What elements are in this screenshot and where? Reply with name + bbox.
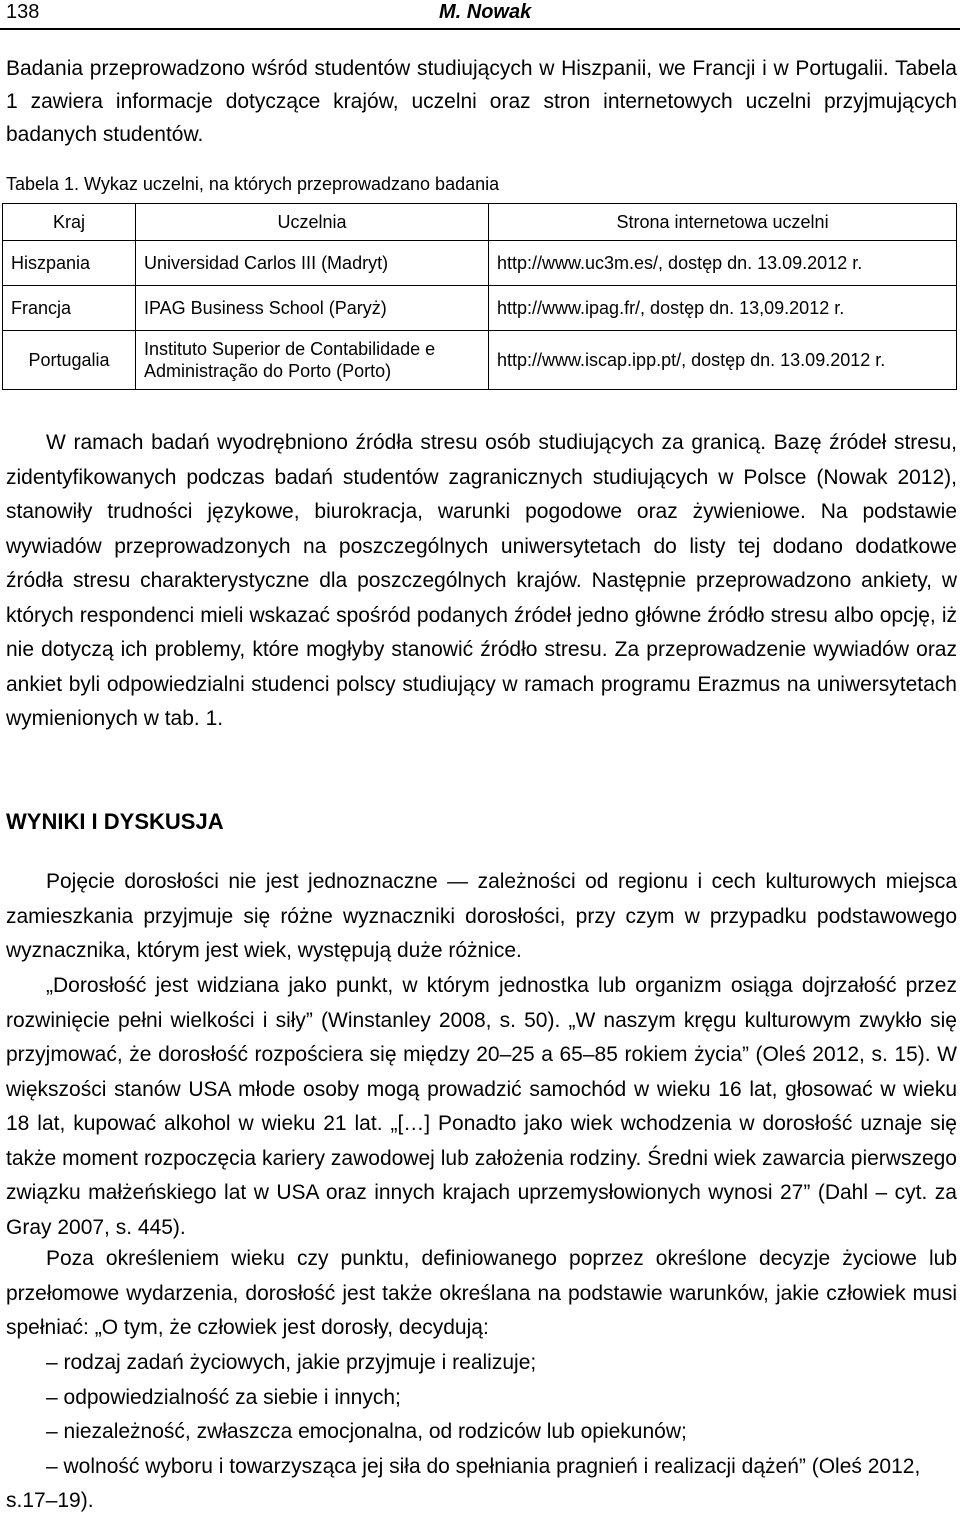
table-row: [3, 286, 957, 331]
cell-country: Portugalia: [3, 331, 136, 390]
cell-website: http://www.uc3m.es/, dostęp dn. 13.09.2012 r.: [489, 241, 957, 286]
list-item: – niezależność, zwłaszcza emocjonalna, od rodziców lub opiekunów;: [46, 1420, 687, 1443]
cell-country: Francja: [3, 286, 136, 331]
header-country: Kraj: [3, 204, 136, 241]
cell-university: Universidad Carlos III (Madryt): [136, 241, 489, 286]
cell-website: http://www.iscap.ipp.pt/, dostęp dn. 13.09.2012 r.: [489, 331, 957, 390]
header-website: Strona internetowa uczelni: [489, 204, 957, 241]
universities-table: [2, 203, 957, 390]
header-university: Uczelnia: [136, 204, 489, 241]
table-row: [3, 331, 957, 390]
cell-university: Instituto Superior de Contabilidade e Administração do Porto (Porto): [136, 331, 489, 390]
criteria-list: [6, 1346, 957, 1519]
list-item: – rodzaj zadań życiowych, jakie przyjmuje i realizuje;: [46, 1351, 537, 1374]
cell-website: http://www.ipag.fr/, dostęp dn. 13,09.2012 r.: [489, 286, 957, 331]
intro-paragraph: Badania przeprowadzono wśród studentów studiujących w Hiszpanii, we Francji i w Portugalii. Tabela 1 zawiera informacje dotyczące krajów, uczelni oraz stron internetowych uczelni przyjmujących badanych studentów.: [6, 57, 957, 146]
cell-university: IPAG Business School (Paryż): [136, 286, 489, 331]
table-caption: Tabela 1. Wykaz uczelni, na których przeprowadzano badania: [6, 174, 500, 194]
page-header: [0, 0, 960, 30]
results-paragraph-3: Poza określeniem wieku czy punktu, definiowanego poprzez określone decyzje życiowe lub przełomowe wydarzenia, dorosłość jest także określana na podstawie warunków, jakie człowiek musi spełniać: „O tym, że człowiek jest dorosły, decydują:: [6, 1247, 957, 1339]
table-row: [3, 241, 957, 286]
page-number: 138: [6, 1, 40, 23]
list-item: – odpowiedzialność za siebie i innych;: [46, 1385, 401, 1409]
running-author: M. Nowak: [439, 1, 532, 23]
results-paragraph-1: Pojęcie dorosłości nie jest jednoznaczne — zależności od regionu i cech kulturowych miejsca zamieszkania przyjmuje się różne wyznaczniki dorosłości, przy czym w przypadku podstawowego wyznacznika, którym jest wiek, występują duże różnice.: [6, 870, 957, 962]
methods-paragraph: W ramach badań wyodrębniono źródła stresu osób studiujących za granicą. Bazę źródeł stresu, zidentyfikowanych podczas badań studentów zagranicznych studiujących w Polsce (Nowak 2012), stanowiły trudności językowe, biurokracja, warunki pogodowe oraz żywieniowe. Na podstawie wywiadów przeprowadzonych na poszczególnych uniwersytetach do listy tej dodano dodatkowe źródła stresu charakterystyczne dla poszczególnych krajów. Następnie przeprowadzono ankiety, w których respondenci mieli wskazać spośród podanych źródeł jedno główne źródło stresu albo opcję, iż nie dotyczą ich problemy, które mogłyby stanowić źródło stresu. Za przeprowadzenie wywiadów oraz ankiet byli odpowiedzialni studenci polscy studiujący w ramach programu Erazmus na uniwersytetach wymienionych w tab. 1.: [6, 431, 957, 730]
cell-country: Hiszpania: [3, 241, 136, 286]
results-paragraph-2: „Dorosłość jest widziana jako punkt, w którym jednostka lub organizm osiąga dojrzałość przez rozwinięcie pełni wielkości i siły” (Winstanley 2008, s. 50). „W naszym kręgu kulturowym zwykło się przyjmować, że dorosłość rozpościera się między 20–25 a 65–85 rokiem życia” (Oleś 2012, s. 15). W większości stanów USA młode osoby mogą prowadzić samochód w wieku 16 lat, głosować w wieku 18 lat, kupować alkohol w wieku 21 lat. „[…] Ponadto jako wiek wchodzenia w dorosłość uznaje się także moment rozpoczęcia kariery zawodowej lub założenia rodziny. Średni wiek zawarcia pierwszego związku małżeńskiego lat w USA oraz innych krajach uprzemysłowionych wynosi 27” (Dahl – cyt. za Gray 2007, s. 445).: [6, 974, 957, 1239]
list-item: – wolność wyboru i towarzysząca jej siła do spełniania pragnień i realizacji dążeń” (Oleś 2012, s.17–19).: [6, 1454, 921, 1512]
table-header-row: [3, 204, 957, 241]
section-heading: WYNIKI I DYSKUSJA: [6, 809, 224, 834]
